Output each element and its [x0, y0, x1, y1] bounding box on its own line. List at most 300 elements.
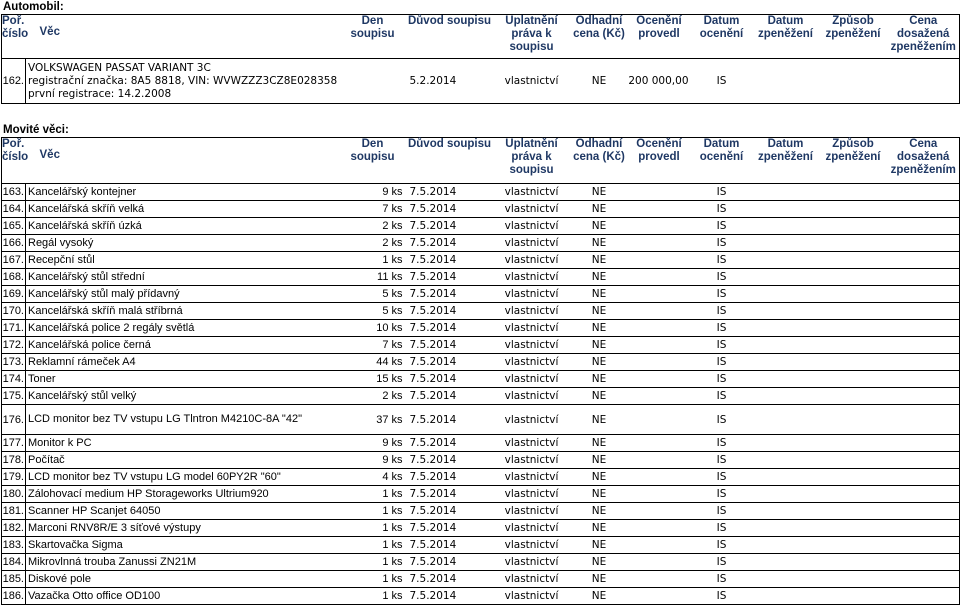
column-header: Den soupisu: [339, 138, 407, 184]
appraiser: IS: [691, 435, 753, 452]
inventory-date: 7.5.2014: [407, 452, 493, 469]
sale-method: [888, 371, 960, 388]
appraisal-date: [753, 571, 819, 588]
inventory-reason: vlastnictví: [493, 486, 571, 503]
item-quantity: 1 ks: [339, 486, 407, 503]
inventory-date: 7.5.2014: [407, 537, 493, 554]
appraiser: IS: [691, 218, 753, 235]
item-quantity: 9 ks: [339, 452, 407, 469]
item-quantity: 15 ks: [339, 371, 407, 388]
sale-date: [819, 354, 888, 371]
item-quantity: 5 ks: [339, 286, 407, 303]
sale-date: [819, 388, 888, 405]
item-description: Regál vysoký: [26, 235, 339, 252]
sale-date: [819, 218, 888, 235]
inventory-reason: vlastnictví: [493, 537, 571, 554]
appraiser: IS: [691, 571, 753, 588]
appraisal-date: [753, 354, 819, 371]
table-row: [2, 588, 960, 605]
claim-right: NE: [571, 184, 628, 201]
sale-date: [819, 252, 888, 269]
inventory-date: 7.5.2014: [407, 252, 493, 269]
appraiser: IS: [691, 388, 753, 405]
appraiser: IS: [691, 252, 753, 269]
appraisal-date: [753, 337, 819, 354]
appraiser: IS: [691, 588, 753, 605]
sale-method: [888, 554, 960, 571]
inventory-date: 7.5.2014: [407, 435, 493, 452]
inventory-reason: vlastnictví: [493, 303, 571, 320]
inventory-reason: vlastnictví: [493, 571, 571, 588]
inventory-reason: vlastnictví: [493, 388, 571, 405]
claim-right: NE: [571, 571, 628, 588]
sale-method: [888, 469, 960, 486]
item-description: Skartovačka Sigma: [26, 537, 339, 554]
inventory-date: 7.5.2014: [407, 503, 493, 520]
inventory-reason: vlastnictví: [493, 435, 571, 452]
column-header: Cena dosažená zpeněžením: [888, 15, 960, 59]
sale-method: [888, 435, 960, 452]
appraiser: IS: [691, 371, 753, 388]
sale-method: [888, 520, 960, 537]
sale-date: [819, 588, 888, 605]
inventory-reason: vlastnictví: [493, 201, 571, 218]
table-row: [2, 235, 960, 252]
appraisal-date: [753, 235, 819, 252]
row-number: 180.: [2, 486, 26, 503]
row-number: 175.: [2, 388, 26, 405]
item-quantity: 2 ks: [339, 388, 407, 405]
appraiser: IS: [691, 320, 753, 337]
estimated-price: [628, 486, 691, 503]
inventory-date: 7.5.2014: [407, 405, 493, 435]
item-quantity: 1 ks: [339, 537, 407, 554]
inventory-date: 7.5.2014: [407, 371, 493, 388]
inventory-date: 7.5.2014: [407, 269, 493, 286]
column-header: Důvod soupisu: [407, 15, 493, 59]
inventory-date: 7.5.2014: [407, 554, 493, 571]
inventory-reason: vlastnictví: [493, 503, 571, 520]
movite-section-title: Movité věci:: [3, 124, 69, 136]
appraisal-date: [753, 201, 819, 218]
table-row: [2, 252, 960, 269]
appraiser: IS: [691, 537, 753, 554]
table-row: [2, 59, 960, 104]
claim-right: NE: [571, 452, 628, 469]
appraisal-date: [753, 371, 819, 388]
column-header: Věc: [26, 138, 339, 184]
claim-right: NE: [571, 588, 628, 605]
row-number: 172.: [2, 337, 26, 354]
item-quantity: 7 ks: [339, 201, 407, 218]
table-row: [2, 218, 960, 235]
appraisal-date: [753, 554, 819, 571]
inventory-date: 7.5.2014: [407, 571, 493, 588]
sale-date: [819, 554, 888, 571]
item-quantity: 1 ks: [339, 252, 407, 269]
estimated-price: [628, 320, 691, 337]
row-number: 183.: [2, 537, 26, 554]
estimated-price: [628, 405, 691, 435]
inventory-reason: vlastnictví: [493, 588, 571, 605]
column-header: Důvod soupisu: [407, 138, 493, 184]
sale-method: [888, 405, 960, 435]
item-quantity: 44 ks: [339, 354, 407, 371]
appraiser: IS: [691, 452, 753, 469]
row-number: 186.: [2, 588, 26, 605]
automobil-section-title: Automobil:: [3, 1, 64, 13]
estimated-price: [628, 371, 691, 388]
claim-right: NE: [571, 201, 628, 218]
item-quantity: 10 ks: [339, 320, 407, 337]
row-number: 173.: [2, 354, 26, 371]
inventory-date: 7.5.2014: [407, 469, 493, 486]
estimated-price: [628, 218, 691, 235]
estimated-price: [628, 388, 691, 405]
sale-date: [819, 303, 888, 320]
row-number: 179.: [2, 469, 26, 486]
item-quantity: 1 ks: [339, 554, 407, 571]
inventory-reason: vlastnictví: [493, 452, 571, 469]
inventory-date: 7.5.2014: [407, 303, 493, 320]
row-number: 174.: [2, 371, 26, 388]
sale-date: [819, 469, 888, 486]
table-row: [2, 269, 960, 286]
table-row: [2, 452, 960, 469]
column-header: Datum ocenění: [691, 15, 753, 59]
inventory-reason: vlastnictví: [493, 184, 571, 201]
sale-method: [888, 252, 960, 269]
appraiser: IS: [691, 503, 753, 520]
table-row: [2, 537, 960, 554]
table-row: [2, 503, 960, 520]
column-header: Uplatnění práva k soupisu: [493, 138, 571, 184]
table-row: [2, 320, 960, 337]
claim-right: NE: [571, 520, 628, 537]
item-description: Kancelářský stůl malý přídavný: [26, 286, 339, 303]
appraiser: IS: [691, 269, 753, 286]
item-quantity: 9 ks: [339, 435, 407, 452]
sale-date: [819, 269, 888, 286]
item-description: Kancelářská skříň malá stříbrná: [26, 303, 339, 320]
inventory-reason: vlastnictví: [493, 286, 571, 303]
sale-method: [888, 486, 960, 503]
estimated-price: [628, 201, 691, 218]
claim-right: NE: [571, 388, 628, 405]
item-quantity: [339, 59, 407, 104]
item-quantity: 9 ks: [339, 184, 407, 201]
claim-right: NE: [571, 218, 628, 235]
inventory-reason: vlastnictví: [493, 554, 571, 571]
item-quantity: 1 ks: [339, 520, 407, 537]
row-number: 166.: [2, 235, 26, 252]
table-row: [2, 303, 960, 320]
sale-method: [888, 218, 960, 235]
estimated-price: [628, 286, 691, 303]
inventory-reason: vlastnictví: [493, 269, 571, 286]
estimated-price: [628, 452, 691, 469]
appraisal-date: [753, 303, 819, 320]
appraisal-date: [753, 537, 819, 554]
item-quantity: 2 ks: [339, 218, 407, 235]
row-number: 165.: [2, 218, 26, 235]
item-description: LCD monitor bez TV vstupu LG model 60PY2R "60": [26, 469, 339, 486]
table-row: [2, 405, 960, 435]
estimated-price: [628, 503, 691, 520]
sale-method: [888, 235, 960, 252]
item-description: Kancelářský kontejner: [26, 184, 339, 201]
appraiser: IS: [691, 405, 753, 435]
claim-right: NE: [571, 235, 628, 252]
inventory-date: 7.5.2014: [407, 337, 493, 354]
inventory-reason: vlastnictví: [493, 405, 571, 435]
column-header: Den soupisu: [339, 15, 407, 59]
item-description: Reklamní rámeček A4: [26, 354, 339, 371]
sale-method: [888, 503, 960, 520]
automobil-table: [1, 14, 960, 104]
table-row: [2, 388, 960, 405]
sale-date: [819, 371, 888, 388]
column-header: Ocenění provedl: [628, 138, 691, 184]
item-description: Toner: [26, 371, 339, 388]
appraisal-date: [753, 486, 819, 503]
sale-method: [888, 337, 960, 354]
inventory-date: 7.5.2014: [407, 486, 493, 503]
appraisal-date: [753, 252, 819, 269]
sale-method: [888, 388, 960, 405]
column-header: Datum ocenění: [691, 138, 753, 184]
row-number: 170.: [2, 303, 26, 320]
appraisal-date: [753, 320, 819, 337]
table-row: [2, 469, 960, 486]
appraiser: IS: [691, 201, 753, 218]
claim-right: NE: [571, 59, 628, 104]
appraiser: IS: [691, 354, 753, 371]
sale-method: [888, 320, 960, 337]
claim-right: NE: [571, 503, 628, 520]
claim-right: NE: [571, 371, 628, 388]
row-number: 162.: [2, 59, 26, 104]
estimated-price: [628, 235, 691, 252]
sale-method: [888, 537, 960, 554]
inventory-date: 7.5.2014: [407, 218, 493, 235]
estimated-price: [628, 520, 691, 537]
column-header: Datum zpeněžení: [753, 138, 819, 184]
sale-date: [819, 405, 888, 435]
item-description: Mikrovlnná trouba Zanussi ZN21M: [26, 554, 339, 571]
table-row: [2, 435, 960, 452]
table-row: [2, 554, 960, 571]
item-description: Kancelářský stůl velký: [26, 388, 339, 405]
appraisal-date: [753, 588, 819, 605]
sale-date: [819, 452, 888, 469]
appraisal-date: [753, 269, 819, 286]
column-header: Způsob zpeněžení: [819, 15, 888, 59]
row-number: 185.: [2, 571, 26, 588]
item-quantity: 37 ks: [339, 405, 407, 435]
sale-date: [819, 435, 888, 452]
estimated-price: [628, 435, 691, 452]
table-row: [2, 337, 960, 354]
row-number: 178.: [2, 452, 26, 469]
table-row: [2, 571, 960, 588]
claim-right: NE: [571, 269, 628, 286]
inventory-date: 7.5.2014: [407, 235, 493, 252]
sale-date: [819, 320, 888, 337]
appraiser: IS: [691, 303, 753, 320]
inventory-date: 7.5.2014: [407, 320, 493, 337]
inventory-date: 7.5.2014: [407, 286, 493, 303]
sale-date: [819, 520, 888, 537]
appraiser: IS: [691, 554, 753, 571]
row-number: 182.: [2, 520, 26, 537]
item-quantity: 1 ks: [339, 503, 407, 520]
estimated-price: [628, 337, 691, 354]
claim-right: NE: [571, 337, 628, 354]
inventory-date: 5.2.2014: [407, 59, 493, 104]
table-row: [2, 520, 960, 537]
sale-method: [888, 269, 960, 286]
column-header: Způsob zpeněžení: [819, 138, 888, 184]
estimated-price: [628, 588, 691, 605]
sale-method: [888, 571, 960, 588]
row-number: 163.: [2, 184, 26, 201]
row-number: 169.: [2, 286, 26, 303]
sale-method: [888, 286, 960, 303]
claim-right: NE: [571, 537, 628, 554]
row-number: 164.: [2, 201, 26, 218]
sale-date: [819, 486, 888, 503]
appraisal-date: [753, 184, 819, 201]
sale-date: [819, 571, 888, 588]
table-row: [2, 286, 960, 303]
item-description: Marconi RNV8R/E 3 síťové výstupy: [26, 520, 339, 537]
row-number: 177.: [2, 435, 26, 452]
claim-right: NE: [571, 252, 628, 269]
column-header: Věc: [26, 15, 339, 59]
sale-date: [819, 286, 888, 303]
item-description-line: VOLKSWAGEN PASSAT VARIANT 3C: [28, 61, 211, 74]
column-header: Odhadní cena (Kč): [571, 15, 628, 59]
inventory-date: 7.5.2014: [407, 588, 493, 605]
inventory-reason: vlastnictví: [493, 520, 571, 537]
sale-method: [888, 588, 960, 605]
inventory-date: 7.5.2014: [407, 354, 493, 371]
item-quantity: 7 ks: [339, 337, 407, 354]
item-quantity: 11 ks: [339, 269, 407, 286]
appraiser: IS: [691, 235, 753, 252]
estimated-price: [628, 252, 691, 269]
column-header: Datum zpeněžení: [753, 15, 819, 59]
item-description: [26, 59, 339, 104]
appraiser: IS: [691, 486, 753, 503]
appraisal-date: [753, 503, 819, 520]
claim-right: NE: [571, 469, 628, 486]
column-header: Odhadní cena (Kč): [571, 138, 628, 184]
appraiser: IS: [691, 469, 753, 486]
inventory-reason: vlastnictví: [493, 371, 571, 388]
sale-method: [888, 303, 960, 320]
claim-right: NE: [571, 554, 628, 571]
appraiser: IS: [691, 286, 753, 303]
appraisal-date: [753, 452, 819, 469]
item-quantity: 4 ks: [339, 469, 407, 486]
appraiser: IS: [691, 520, 753, 537]
item-description: Kancelářská skříň velká: [26, 201, 339, 218]
sale-method: [888, 201, 960, 218]
item-quantity: 1 ks: [339, 588, 407, 605]
inventory-reason: vlastnictví: [493, 354, 571, 371]
row-number: 181.: [2, 503, 26, 520]
estimated-price: [628, 469, 691, 486]
inventory-reason: vlastnictví: [493, 235, 571, 252]
appraiser: IS: [691, 59, 753, 104]
table-row: [2, 371, 960, 388]
appraiser: IS: [691, 184, 753, 201]
inventory-reason: vlastnictví: [493, 320, 571, 337]
sale-method: [888, 184, 960, 201]
appraisal-date: [753, 286, 819, 303]
claim-right: NE: [571, 303, 628, 320]
sale-method: [888, 452, 960, 469]
item-description: Scanner HP Scanjet 64050: [26, 503, 339, 520]
appraisal-date: [753, 520, 819, 537]
sale-date: [819, 503, 888, 520]
estimated-price: [628, 537, 691, 554]
sale-date: [819, 337, 888, 354]
row-number: 168.: [2, 269, 26, 286]
row-number: 184.: [2, 554, 26, 571]
estimated-price: [628, 184, 691, 201]
inventory-date: 7.5.2014: [407, 388, 493, 405]
inventory-reason: vlastnictví: [493, 218, 571, 235]
claim-right: NE: [571, 354, 628, 371]
sale-date: [819, 59, 888, 104]
inventory-date: 7.5.2014: [407, 201, 493, 218]
table-row: [2, 201, 960, 218]
item-description: Kancelářská police černá: [26, 337, 339, 354]
appraisal-date: [753, 405, 819, 435]
item-description: Počítač: [26, 452, 339, 469]
appraisal-date: [753, 218, 819, 235]
item-description: Vazačka Otto office OD100: [26, 588, 339, 605]
item-description-line: registrační značka: 8A5 8818, VIN: WVWZZZ3CZ8E028358: [28, 74, 338, 87]
table-row: [2, 184, 960, 201]
claim-right: NE: [571, 435, 628, 452]
sale-method: [888, 59, 960, 104]
row-number: 167.: [2, 252, 26, 269]
column-header: Poř. číslo: [2, 15, 26, 59]
inventory-reason: vlastnictví: [493, 252, 571, 269]
table-row: [2, 354, 960, 371]
estimated-price: [628, 354, 691, 371]
estimated-price: [628, 269, 691, 286]
column-header: Uplatnění práva k soupisu: [493, 15, 571, 59]
appraiser: IS: [691, 337, 753, 354]
movite-table: [1, 137, 960, 605]
estimated-price: [628, 303, 691, 320]
appraisal-date: [753, 59, 819, 104]
item-description: Recepční stůl: [26, 252, 339, 269]
item-description: Zálohovací medium HP Storageworks Ultrium920: [26, 486, 339, 503]
appraisal-date: [753, 469, 819, 486]
claim-right: NE: [571, 286, 628, 303]
item-description: Kancelářská police 2 regály světlá: [26, 320, 339, 337]
item-quantity: 5 ks: [339, 303, 407, 320]
appraisal-date: [753, 388, 819, 405]
sale-method: [888, 354, 960, 371]
column-header: Cena dosažená zpeněžením: [888, 138, 960, 184]
